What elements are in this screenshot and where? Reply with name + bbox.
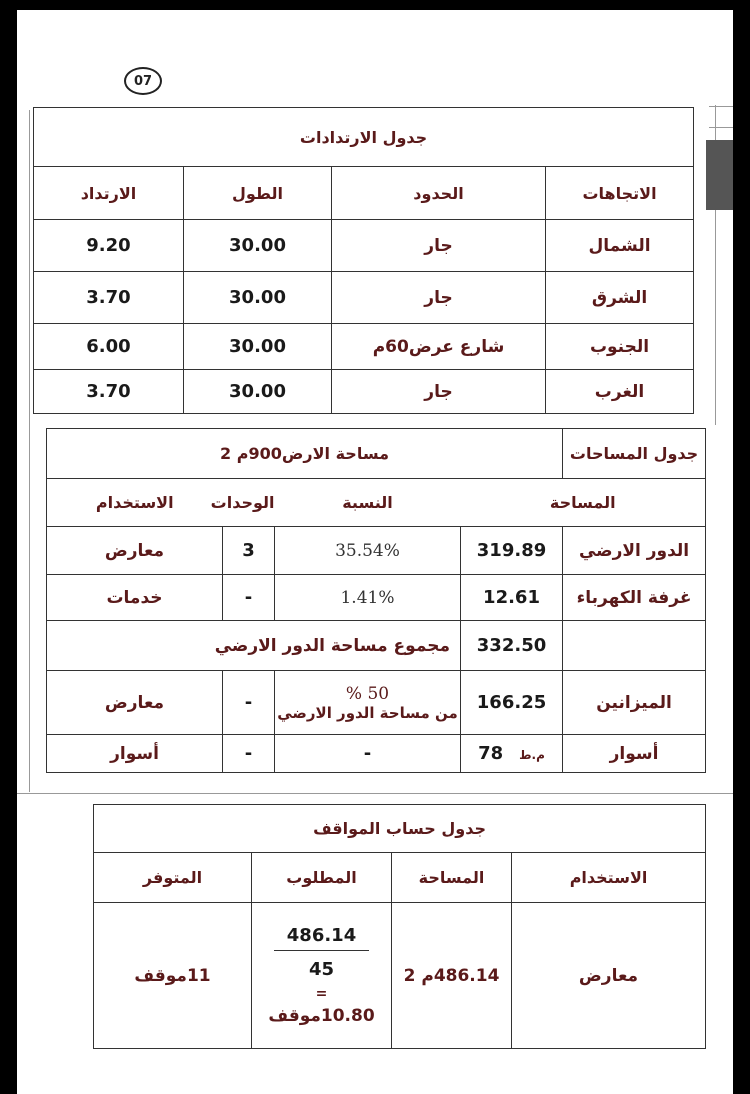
ratio-line-1: 50 % — [345, 683, 390, 704]
length-value: 30.00 — [184, 220, 332, 272]
required-result: 10.80موقف — [268, 1006, 375, 1026]
setbacks-table — [33, 107, 694, 414]
border-value: شارع عرض60م — [332, 324, 546, 370]
fence-length — [461, 735, 563, 773]
use-value: معارض — [47, 527, 223, 575]
table-header-row — [94, 853, 706, 903]
column-header: الاستخدام — [47, 479, 223, 527]
table-row — [47, 735, 706, 773]
empty-cell — [563, 621, 706, 671]
length-value: 30.00 — [184, 370, 332, 414]
table-row — [47, 621, 706, 671]
required-calculation — [252, 903, 392, 1049]
ratio-value — [275, 671, 461, 735]
setback-value: 9.20 — [34, 220, 184, 272]
table-row — [34, 370, 694, 414]
fence-length-value: 78 — [478, 743, 504, 764]
use-value: خدمات — [47, 575, 223, 621]
table-row — [47, 527, 706, 575]
column-header: الاستخدام — [512, 853, 706, 903]
column-header: الوحدات — [223, 479, 275, 527]
column-header: الطول — [184, 167, 332, 220]
floor-name: الدور الارضي — [563, 527, 706, 575]
direction-value: الجنوب — [546, 324, 694, 370]
units-value: 3 — [223, 527, 275, 575]
column-header: الاتجاهات — [546, 167, 694, 220]
direction-value: الشمال — [546, 220, 694, 272]
length-value: 30.00 — [184, 272, 332, 324]
required-numerator: 486.14 — [274, 925, 369, 951]
column-header: النسبة — [275, 479, 461, 527]
column-header: المطلوب — [252, 853, 392, 903]
border-value: جار — [332, 220, 546, 272]
setback-value: 6.00 — [34, 324, 184, 370]
area-value: 486.14م 2 — [392, 903, 512, 1049]
required-denominator: 45 — [308, 959, 335, 980]
required-equals: = — [315, 986, 328, 1002]
table-row — [34, 324, 694, 370]
setback-value: 3.70 — [34, 272, 184, 324]
ratio-line-2: من مساحة الدور الارضي — [277, 703, 458, 722]
units-value: - — [223, 575, 275, 621]
direction-value: الغرب — [546, 370, 694, 414]
setbacks-table-title: جدول الارتدادات — [34, 108, 694, 167]
length-value: 30.00 — [184, 324, 332, 370]
total-value: 332.50 — [461, 621, 563, 671]
divider-rule — [17, 793, 733, 794]
areas-table-title: جدول المساحات — [563, 429, 706, 479]
total-label: مجموع مساحة الدور الارضي — [47, 621, 461, 671]
column-header: المساحة — [461, 479, 706, 527]
table-row — [34, 272, 694, 324]
areas-table — [46, 428, 706, 773]
direction-value: الشرق — [546, 272, 694, 324]
ratio-value: 35.54% — [275, 527, 461, 575]
table-header-row — [47, 479, 706, 527]
area-value: 319.89 — [461, 527, 563, 575]
area-value: 166.25 — [461, 671, 563, 735]
column-header: المساحة — [392, 853, 512, 903]
ratio-value: 1.41% — [275, 575, 461, 621]
use-value: معارض — [47, 671, 223, 735]
parking-table-title: جدول حساب المواقف — [94, 805, 706, 853]
use-value: معارض — [512, 903, 706, 1049]
units-value: - — [223, 735, 275, 773]
land-area-label: مساحة الارض900م 2 — [47, 429, 563, 479]
table-row — [47, 671, 706, 735]
available-value: 11موقف — [94, 903, 252, 1049]
page-number-badge — [124, 67, 162, 95]
page-number: 07 — [133, 73, 153, 89]
column-header: المتوفر — [94, 853, 252, 903]
ratio-value: - — [275, 735, 461, 773]
column-header: الارتداد — [34, 167, 184, 220]
border-value: جار — [332, 272, 546, 324]
units-value: - — [223, 671, 275, 735]
floor-name: غرفة الكهرباء — [563, 575, 706, 621]
scrollbar-shadow — [706, 140, 733, 210]
document-page — [17, 10, 733, 1094]
floor-name: الميزانين — [563, 671, 706, 735]
setback-value: 3.70 — [34, 370, 184, 414]
column-header: الحدود — [332, 167, 546, 220]
parking-table — [93, 804, 706, 1049]
area-value: 12.61 — [461, 575, 563, 621]
border-value: جار — [332, 370, 546, 414]
table-row — [34, 220, 694, 272]
fence-length-unit: م.ط — [519, 748, 545, 762]
use-value: أسوار — [47, 735, 223, 773]
margin-rule-top-right-2 — [709, 127, 733, 128]
table-row — [94, 903, 706, 1049]
margin-rule-top-right — [709, 106, 733, 107]
table-header-row — [34, 167, 694, 220]
table-row — [47, 575, 706, 621]
floor-name: أسوار — [563, 735, 706, 773]
margin-rule-left — [29, 110, 30, 792]
